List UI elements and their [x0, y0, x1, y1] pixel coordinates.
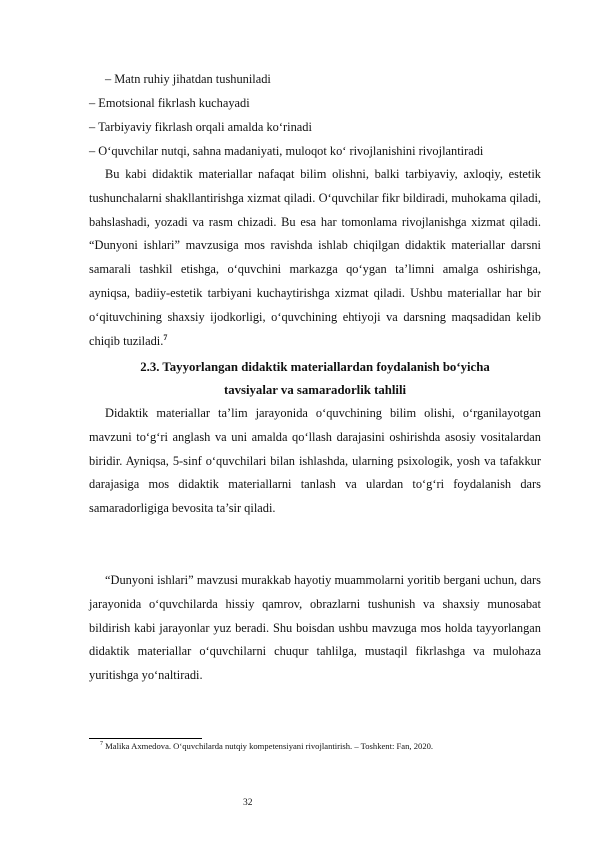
footnote-reference: 7 — [163, 332, 168, 342]
section-heading — [89, 356, 541, 402]
footnote — [100, 740, 433, 752]
bullet-item: – Tarbiyaviy fikrlash orqali amalda ko‘rinadi — [89, 120, 312, 134]
footnote-divider — [89, 738, 202, 739]
footnote-text: Malika Axmedova. O‘quvchilarda nutqiy kompetensiyani rivojlantirish. – Toshkent: Fan, 2020. — [105, 741, 434, 751]
body-paragraph — [89, 163, 541, 353]
paragraph-text: Bu kabi didaktik materiallar nafaqat bilim olishni, balki tarbiyaviy, axloqiy, estetik tushunchalarni shakllantirishga xizmat qiladi. O‘quvchilar fikr bildiradi, muhokama qiladi, bahslashadi, yozadi va rasm chizadi. Bu esa har tomonlama rivojlanishga xizmat qiladi. “Dunyoni ishlari” mavzusiga mos ravishda ishlab chiqilgan didaktik materiallar darsni samarali tashkil etishga, o‘quvchini markazga qo‘ygan ta’limni amalga oshirishga, ayniqsa, badiiy-estetik tarbiyani kuchaytirishga xizmat qiladi. Ushbu materiallar har bir o‘qituvchining shaxsiy ijodkorligi, o‘quvchining ehtiyoji va darsning maqsadidan kelib chiqib tuziladi. — [89, 167, 541, 348]
bullet-item: – Emotsional fikrlash kuchayadi — [89, 96, 250, 110]
body-paragraph: Didaktik materiallar ta’lim jarayonida o‘quvchining bilim olishi, o‘rganilayotgan mavzuni to‘g‘ri anglash va uni amalda qo‘llash darajasini oshirishda asosiy vositalardan biridir. Ayniqsa, 5-sinf o‘quvchilari bilan ishlashda, ularning psixologik, yosh va tafakkur darajasiga mos didaktik materiallarni tanlash va ulardan to‘g‘ri foydalanish dars samaradorligiga bevosita ta’sir qiladi. — [89, 406, 541, 516]
bullet-item: – O‘quvchilar nutqi, sahna madaniyati, muloqot ko‘ rivojlanishini rivojlantiradi — [89, 144, 484, 158]
section-heading-line: 2.3. Tayyorlangan didaktik materiallardan foydalanish bo‘yicha — [140, 360, 490, 374]
section-heading-line: tavsiyalar va samaradorlik tahlili — [223, 383, 407, 397]
body-paragraph: “Dunyoni ishlari” mavzusi murakkab hayotiy muammolarni yoritib bergani uchun, dars jarayonida o‘quvchilarda hissiy qamrov, obrazlarni tushunish va shaxsiy munosabat bildirish kabi jarayonlar yuz beradi. Shu boisdan ushbu mavzuga mos holda tayyorlangan didaktik materiallar o‘quvchilarni chuqur tahlilga, mustaqil fikrlashga va mulohaza yuritishga yo‘naltiradi. — [89, 573, 541, 683]
page-number: 32 — [243, 798, 253, 808]
footnote-mark: 7 — [100, 741, 103, 748]
bullet-item: – Matn ruhiy jihatdan tushuniladi — [105, 72, 271, 86]
